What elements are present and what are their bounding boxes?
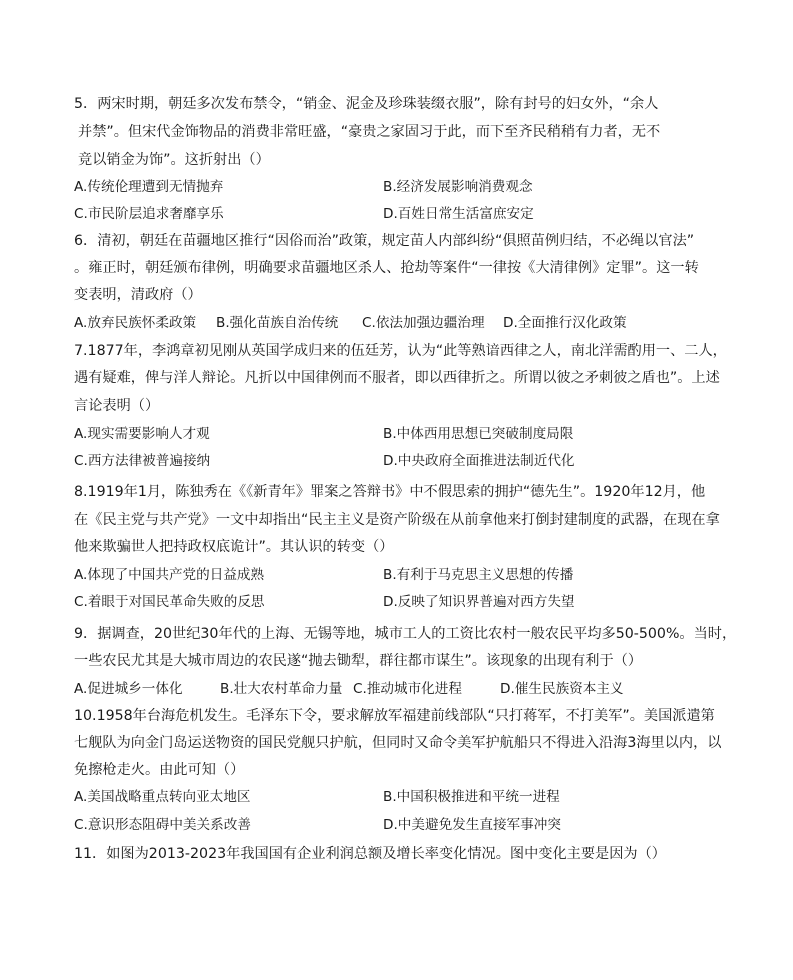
q5-option-b[interactable]: B.经济发展影响消费观念 [383, 179, 533, 195]
q5-option-c[interactable]: C.市民阶层追求奢靡享乐 [74, 206, 224, 222]
q6-stem-line-1: 6．清初，朝廷在苗疆地区推行“因俗而治”政策，规定苗人内部纠纷“俱照苗例归结，不必绳以官法” [74, 233, 695, 249]
q8-stem-line-2: 在《民主党与共产党》一文中却指出“民主主义是资产阶级在从前拿他来打倒封建制度的武器，在现在拿 [74, 512, 720, 528]
q10-stem-line-1: 10.1958年台海危机发生。毛泽东下令，要求解放军福建前线部队“只打蒋军，不打美军”。美国派遣第 [74, 708, 715, 724]
q7-option-b[interactable]: B.中体西用思想已突破制度局限 [383, 426, 574, 442]
q8-option-b[interactable]: B.有利于马克思主义思想的传播 [383, 567, 574, 583]
q6-option-a[interactable]: A.放弃民族怀柔政策 [74, 315, 197, 331]
q5-stem-line-3: 竞以销金为饰”。这折射出（） [78, 152, 270, 168]
q6-stem-line-3: 变表明，清政府（） [74, 287, 202, 303]
q7-option-d[interactable]: D.中央政府全面推进法制近代化 [383, 453, 575, 469]
q6-option-d[interactable]: D.全面推行汉化政策 [503, 315, 627, 331]
q10-option-b[interactable]: B.中国积极推进和平统一进程 [383, 789, 560, 805]
q8-option-a[interactable]: A.体现了中国共产党的日益成熟 [74, 567, 265, 583]
q7-stem-line-1: 7.1877年，李鸿章初见刚从英国学成归来的伍廷芳，认为“此等熟谙西律之人，南北洋需酌用一、二人， [74, 343, 727, 359]
q10-option-c[interactable]: C.意识形态阻碍中美关系改善 [74, 817, 251, 833]
q7-stem-line-3: 言论表明（） [74, 398, 160, 414]
q9-option-b[interactable]: B.壮大农村革命力量 [220, 681, 343, 697]
q9-option-d[interactable]: D.催生民族资本主义 [500, 681, 624, 697]
q6-option-b[interactable]: B.强化苗族自治传统 [216, 315, 339, 331]
q7-stem-line-2: 遇有疑难，俾与洋人辩论。凡折以中国律例而不服者，即以西律折之。所谓以彼之矛刺彼之盾也”。上述 [74, 370, 720, 386]
q5-stem-line-1: 5．两宋时期，朝廷多次发布禁令，“销金、泥金及珍珠装缀衣服”，除有封号的妇女外，“余人 [74, 96, 659, 112]
q11-stem-line-1: 11．如图为2013-2023年我国国有企业利润总额及增长率变化情况。图中变化主要是因为（） [74, 846, 666, 862]
q5-stem-line-2: 并禁”。但宋代金饰物品的消费非常旺盛，“豪贵之家固习于此，而下至齐民稍稍有力者，无不 [78, 124, 661, 140]
q5-option-a[interactable]: A.传统伦理遭到无情抛弃 [74, 179, 224, 195]
q8-stem-line-1: 8.1919年1月，陈独秀在《《新青年》罪案之答辩书》中不假思索的拥护“德先生”。1920年12月，他 [74, 484, 706, 500]
q7-option-c[interactable]: C.西方法律被普遍接纳 [74, 453, 211, 469]
q10-option-d[interactable]: D.中美避免发生直接军事冲突 [383, 817, 561, 833]
q9-stem-line-2: 一些农民尤其是大城市周边的农民遂“抛去锄犁，群往都市谋生”。该现象的出现有利于（） [74, 653, 643, 669]
q6-option-c[interactable]: C.依法加强边疆治理 [362, 315, 485, 331]
q7-option-a[interactable]: A.现实需要影响人才观 [74, 426, 210, 442]
q10-stem-line-2: 七舰队为向金门岛运送物资的国民党舰只护航，但同时又命令美军护航船只不得进入沿海3海里以内，以 [74, 735, 722, 751]
q10-option-a[interactable]: A.美国战略重点转向亚太地区 [74, 789, 251, 805]
q8-option-d[interactable]: D.反映了知识界普遍对西方失望 [383, 594, 575, 610]
q5-option-d[interactable]: D.百姓日常生活富庶安定 [383, 206, 534, 222]
q10-stem-line-3: 免擦枪走火。由此可知（） [74, 762, 245, 778]
q9-option-c[interactable]: C.推动城市化进程 [353, 681, 462, 697]
q8-stem-line-3: 他来欺骗世人把持政权底诡计”。其认识的转变（） [74, 539, 394, 555]
q9-stem-line-1: 9．据调查，20世纪30年代的上海、无锡等地，城市工人的工资比农村一般农民平均多50-500%。当时， [74, 626, 737, 642]
q6-stem-line-2: 。雍正时，朝廷颁布律例，明确要求苗疆地区杀人、抢劫等案件“一律按《大清律例》定罪”。这一转 [74, 260, 699, 276]
q8-option-c[interactable]: C.着眼于对国民革命失败的反思 [74, 594, 265, 610]
q9-option-a[interactable]: A.促进城乡一体化 [74, 681, 183, 697]
